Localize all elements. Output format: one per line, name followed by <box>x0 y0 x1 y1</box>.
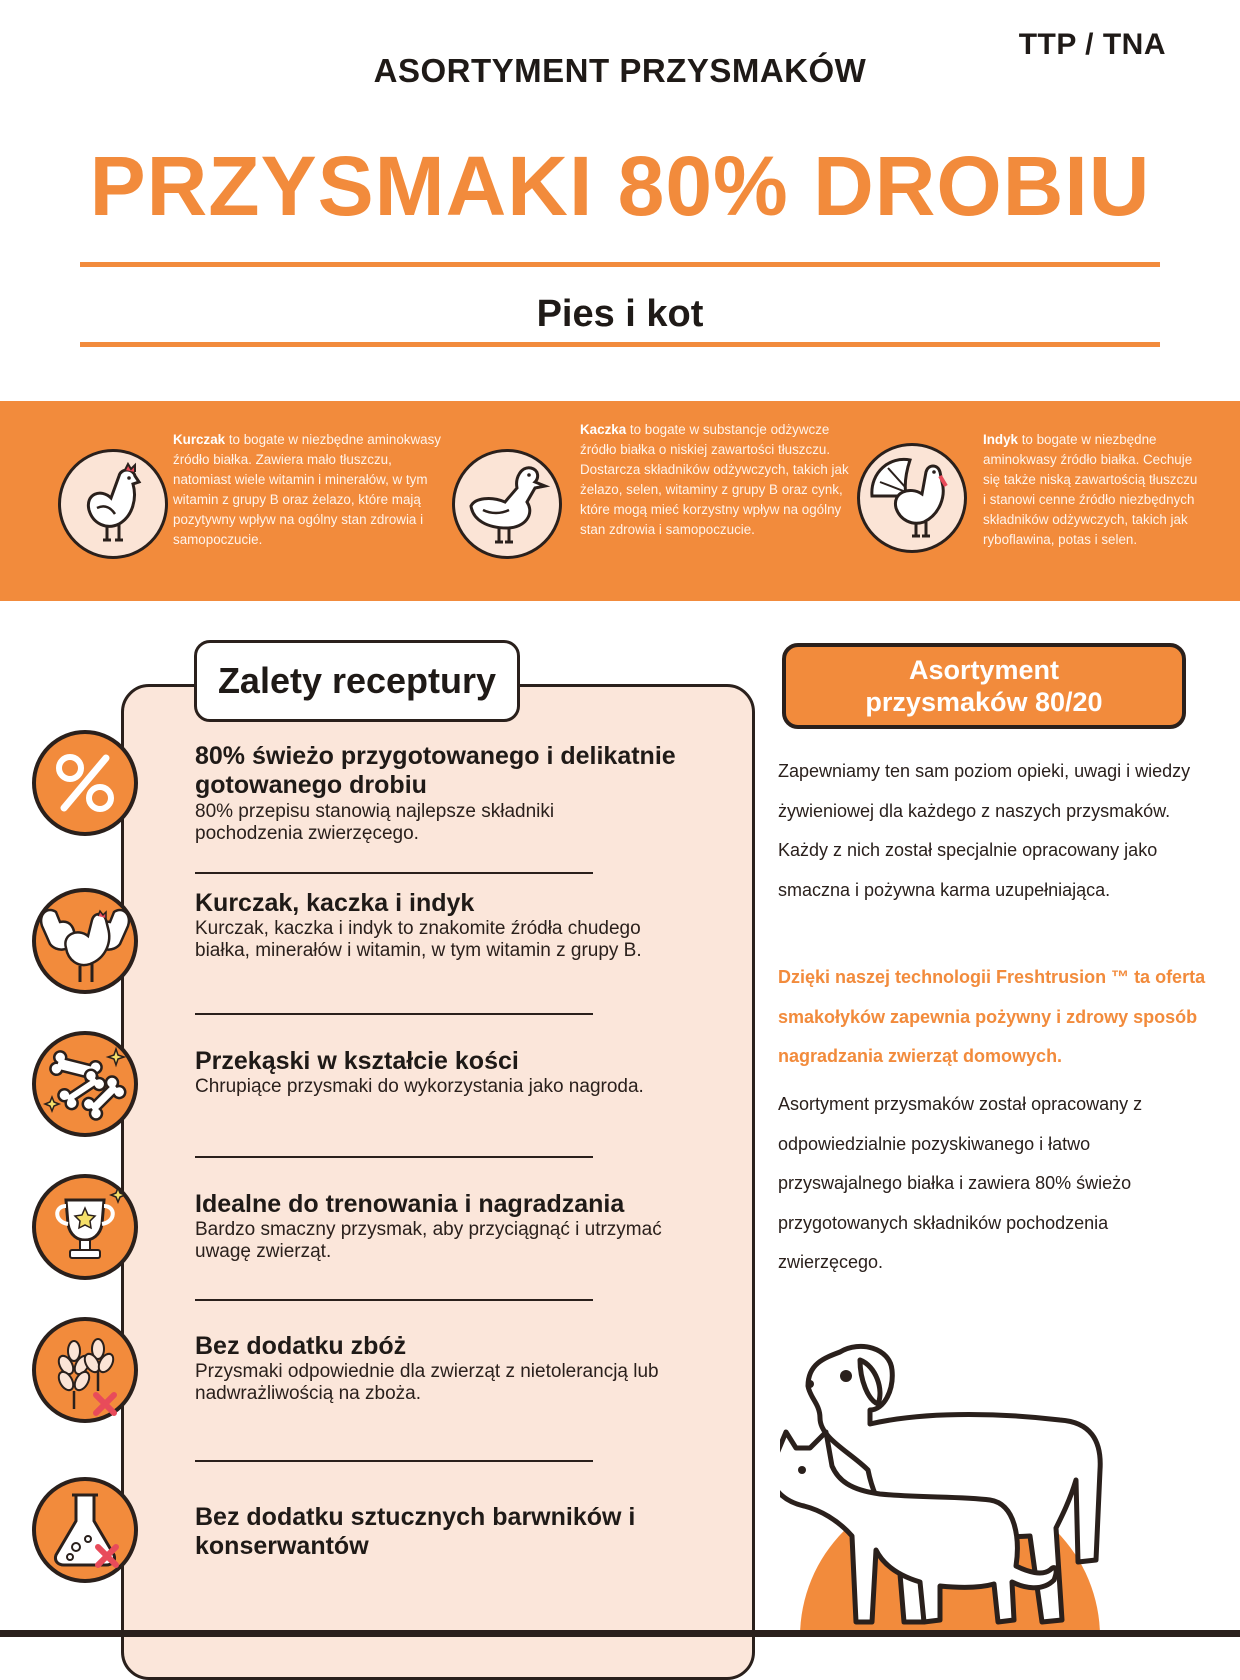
divider <box>80 262 1160 267</box>
assortment-paragraph-3: Asortyment przysmaków został opracowany z odpowiedzialnie pozyskiwanego i łatwo przyswajalnego białka i zawiera 80% świeżo przygotowanych składników pochodzenia zwierzęcego. <box>778 1094 1143 1272</box>
bird-desc-duck <box>580 420 850 540</box>
divider <box>195 1299 593 1301</box>
bird-text: to bogate w substancje odżywcze źródło białka o niskiej zawartości tłuszczu. Dostarcza składników odżywczych, takich jak żelazo, selen, witaminy z grupy B oraz cynk, które mogą mieć korzystny wpływ na ogólny stan zdrowia i samopoczucie. <box>580 422 849 537</box>
feature-desc: Przysmaki odpowiednie dla zwierząt z nietolerancją lub nadwrażliwością na zboża. <box>195 1361 659 1404</box>
divider <box>195 1013 593 1015</box>
divider <box>80 342 1160 347</box>
feature-desc: Bardzo smaczny przysmak, aby przyciągnąć i utrzymać uwagę zwierząt. <box>195 1219 662 1262</box>
no-chemicals-icon <box>32 1477 138 1583</box>
assortment-heading-line1: Asortyment <box>908 655 1060 685</box>
no-grain-icon <box>32 1317 138 1423</box>
assortment-paragraph-1: Zapewniamy ten sam poziom opieki, uwagi i wiedzy żywieniowej dla każdego z naszych przysmaków. Każdy z nich został specjalnie opracowany jako smaczna i pożywna karma uzupełniająca. <box>778 761 1191 900</box>
feature-desc: Chrupiące przysmaki do wykorzystania jako nagroda. <box>195 1076 644 1097</box>
divider <box>195 1460 593 1462</box>
assortment-paragraph-2: Dzięki naszej technologii Freshtrusion ™ ta oferta smakołyków zapewnia pożywny i zdrowy sposób nagradzania zwierząt domowych. <box>778 967 1206 1066</box>
trophy-icon <box>32 1174 138 1280</box>
divider <box>195 872 593 874</box>
bird-desc-chicken <box>173 430 441 550</box>
duck-icon <box>452 449 562 559</box>
assortment-heading-line2: przysmaków 80/20 <box>865 687 1103 717</box>
feature-title: Bez dodatku zbóż <box>195 1332 407 1360</box>
bottom-border <box>0 1630 1240 1637</box>
bird-desc-turkey <box>983 430 1198 550</box>
feature-title: Przekąski w kształcie kości <box>195 1047 519 1075</box>
feature-title: Kurczak, kaczka i indyk <box>195 889 475 917</box>
bird-name: Kurczak <box>173 432 226 447</box>
assortment-heading-box <box>782 643 1186 729</box>
feature-desc: 80% przepisu stanowią najlepsze składniki pochodzenia zwierzęcego. <box>195 801 555 844</box>
turkey-icon <box>857 443 967 553</box>
features-heading: Zalety receptury <box>194 640 520 722</box>
feature-title: Idealne do trenowania i nagradzania <box>195 1190 625 1218</box>
chicken-icon <box>58 449 168 559</box>
bird-text: to bogate w niezbędne aminokwasy źródło białka. Zawiera mało tłuszczu, natomiast wiele witamin i minerałów, w tym witamin z grupy B oraz żelazo, które mają pozytywny wpływ na ogólny stan zdrowia i samopoczucie. <box>173 432 441 547</box>
bird-text: to bogate w niezbędne aminokwasy źródło białka. Cechuje się także niską zawartością tłuszczu i stanowi cenne źródło niezbędnych składników odżywczych, takich jak ryboflawina, potas i selen. <box>983 432 1198 547</box>
dog-and-cat-illustration <box>780 1340 1240 1637</box>
bird-name: Kaczka <box>580 422 627 437</box>
feature-title: Bez dodatku sztucznych barwników i konserwantów <box>195 1503 636 1560</box>
feature-desc: Kurczak, kaczka i indyk to znakomite źródła chudego białka, minerałów i witamin, w tym witamin z grupy B. <box>195 918 642 961</box>
page-subtitle: ASORTYMENT PRZYSMAKÓW <box>373 52 867 89</box>
feature-title: 80% świeżo przygotowanego i delikatnie gotowanego drobiu <box>195 742 676 799</box>
poultry-icon <box>32 888 138 994</box>
product-code: TTP / TNA <box>1018 28 1166 61</box>
page-title: PRZYSMAKI 80% DROBIU <box>89 139 1151 233</box>
divider <box>195 1156 593 1158</box>
bones-icon <box>32 1031 138 1137</box>
bird-name: Indyk <box>983 432 1018 447</box>
audience-label: Pies i kot <box>536 293 704 335</box>
percent-icon <box>32 730 138 836</box>
